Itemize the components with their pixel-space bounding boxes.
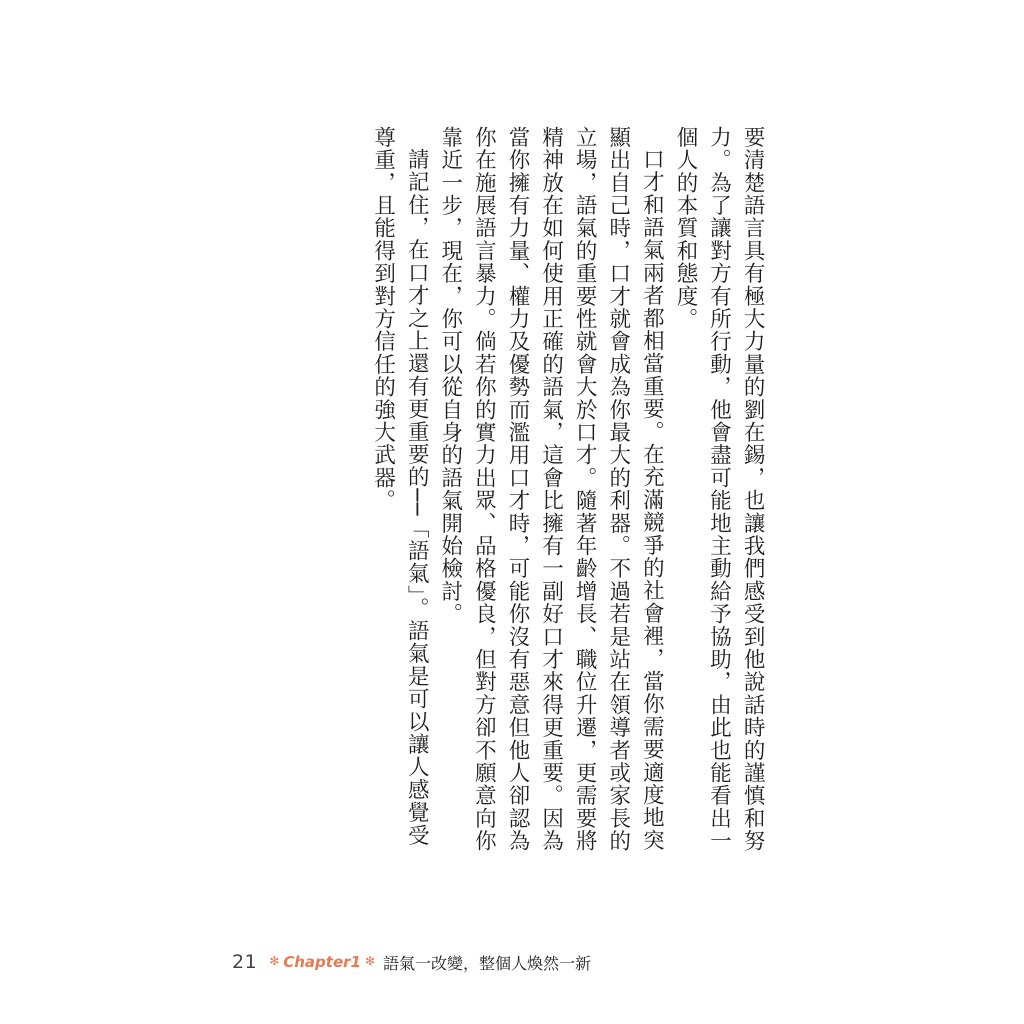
- body-text: [366, 126, 766, 856]
- asterisk-icon: ✻: [364, 954, 376, 968]
- paragraph-2: 口才和語氣兩者都相當重要。在充滿競爭的社會裡，當你需要適度地突顯出自己時，口才就會成為你最大的利器。不過若是站在領導者或家長的立場，語氣的重要性就會大於口才。隨著年齡增長、職位升遷，更需要將精神放在如何使用正確的語氣，這會比擁有一副好口才來得更重要。因為當你擁有力量、權力及優勢而濫用口才時，可能你沒有惡意但他人卻認為你在施展語言暴力。倘若你的實力出眾、品格優良，但對方卻不願意向你靠近一步，現在，你可以從自身的語氣開始檢討。: [437, 126, 665, 853]
- paragraph-3: 請記住，在口才之上還有更重要的──「語氣」。語氣是可以讓人感覺受尊重，且能得到對方信任的強大武器。: [370, 126, 430, 847]
- paragraph-1: 要清楚語言具有極大力量的劉在錫，也讓我們感受到他說話時的謹慎和努力。為了讓對方有所行動，他會盡可能地主動給予協助，由此也能看出一個人的本質和態度。: [672, 126, 766, 853]
- chapter-title: 語氣一改變，整個人煥然一新: [383, 953, 592, 973]
- asterisk-icon: ✻: [269, 954, 280, 968]
- chapter-label: Chapter1: [283, 953, 361, 971]
- page-footer: [232, 948, 591, 976]
- page-number: 21: [232, 951, 258, 973]
- vertical-text-block: [366, 126, 769, 856]
